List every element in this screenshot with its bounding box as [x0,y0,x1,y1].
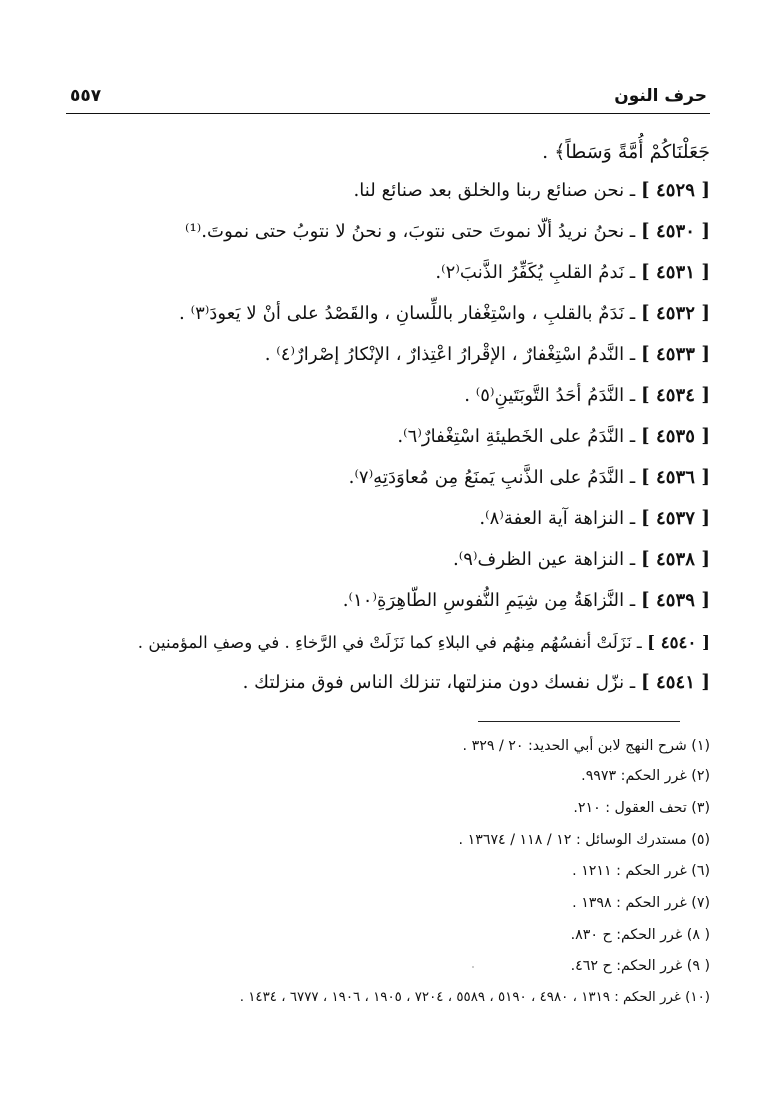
entry-text: ـ النَّزاهَةُ مِن شِيَمِ النُّفوسِ الطّاهِرَةِ⁽١٠⁾. [342,590,642,611]
list-item [60,259,710,287]
footnote: (٧) غرر الحكم : ١٣٩٨ . [572,895,710,911]
entry-number: [ ٤٥٤٠ ] [647,632,710,652]
list-item [60,505,710,533]
page-header [70,86,707,112]
footnote: (٦) غرر الحكم : ١٢١١ . [572,863,710,879]
footnote: (٣) تحف العقول : ٢١٠. [573,800,710,816]
page-number: ٥٥٧ [70,86,102,106]
entry-number: [ ٤٥٣٢ ] [641,303,710,324]
speck [472,966,474,968]
entry-text: ـ النَّدمُ اسْتِغْفارٌ ، الإقْرارُ اعْتِذارٌ ، الإنْكارُ إصْرارٌ⁽٤⁾ . [264,344,642,365]
chapter-title: حرف النون [614,86,707,106]
footnote: ( ٨) غرر الحكم: ح ٨٣٠. [570,927,710,943]
list-item [60,218,710,246]
list-item [60,341,710,369]
entry-number: [ ٤٥٣٣ ] [641,344,710,365]
entry-number: [ ٤٥٣٤ ] [641,385,710,406]
entry-number: [ ٤٥٣٥ ] [641,426,710,447]
list-item [60,628,710,657]
entry-number: [ ٤٥٢٩ ] [641,180,710,201]
entry-text: ـ النَّدَمُ على الذَّنبِ يَمنَعُ مِن مُعاوَدَتِهِ⁽٧⁾. [348,467,642,488]
entry-number: [ ٤٥٣٨ ] [641,549,710,570]
list-item [60,382,710,410]
entry-text: ـ نَزَلَتْ أنفسُهُم مِنهُم في البلاءِ كما نَزَلَتْ في الرَّخاءِ . في وصفِ المؤمنين . [137,633,648,652]
entry-number: [ ٤٥٣١ ] [641,262,710,283]
entry-text: ـ النزاهة آية العفة⁽٨⁾. [479,508,642,529]
list-item [60,546,710,574]
entry-text: ـ النَّدَمُ أحَدُ التَّوبَتَينِ⁽٥⁾ . [464,385,642,406]
list-item [60,177,710,205]
footnote: (١٠) غرر الحكم : ١٣١٩ ، ٤٩٨٠ ، ٥١٩٠ ، ٥٥٨٩ ، ٧٢٠٤ ، ١٩٠٥ ، ١٩٠٦ ، ٦٧٧٧ ، ١٤٣٤ . [239,990,710,1005]
entry-number: [ ٤٥٣٧ ] [641,508,710,529]
entry-text: ـ نَدَمٌ بالقلبِ ، واسْتِغْفار باللِّسانِ ، والقَصْدُ على أنْ لا يَعودَ⁽٣⁾ . [179,303,642,324]
entry-text: ـ نزّل نفسك دون منزلتها، تنزلك الناس فوق منزلتك . [242,672,642,693]
entry-text: جَعَلْنَاكُمْ أُمَّةً وَسَطاً﴾ . [542,141,710,163]
entry-number: [ ٤٥٣٠ ] [641,221,710,242]
entry-text: ـ النزاهة عين الظرف⁽٩⁾. [452,549,642,570]
footnote-separator [478,721,680,722]
entry-number: [ ٤٥٣٩ ] [641,590,710,611]
list-item [60,587,710,615]
list-item [60,423,710,451]
list-item [60,138,710,166]
list-item [60,669,710,697]
entry-text: ـ نحنُ نريدُ ألّا نموتَ حتى نتوبَ، و نحنُ لا نتوبُ حتى نموتَ.⁽¹⁾ [184,221,642,242]
footnote: (١) شرح النهج لابن أبي الحديد: ٢٠ / ٣٢٩ . [462,738,710,754]
entry-number: [ ٤٥٤١ ] [641,672,710,693]
header-rule [66,113,710,114]
entry-text: ـ النَّدَمُ على الخَطيئةِ اسْتِغْفارٌ⁽٦⁾. [397,426,642,447]
entry-text: ـ نحن صنائع ربنا والخلق بعد صنائع لنا. [353,180,642,201]
footnote: (٥) مستدرك الوسائل : ١٢ / ١١٨ / ١٣٦٧٤ . [458,832,710,848]
footnote: ( ٩) غرر الحكم: ح ٤٦٢. [570,958,710,974]
entry-number: [ ٤٥٣٦ ] [641,467,710,488]
entry-text: ـ نَدمُ القلبِ يُكَفِّرُ الذَّنبَ⁽٢⁾. [435,262,642,283]
footnote: (٢) غرر الحكم: ٩٩٧٣. [581,768,710,784]
list-item [60,464,710,492]
list-item [60,300,710,328]
